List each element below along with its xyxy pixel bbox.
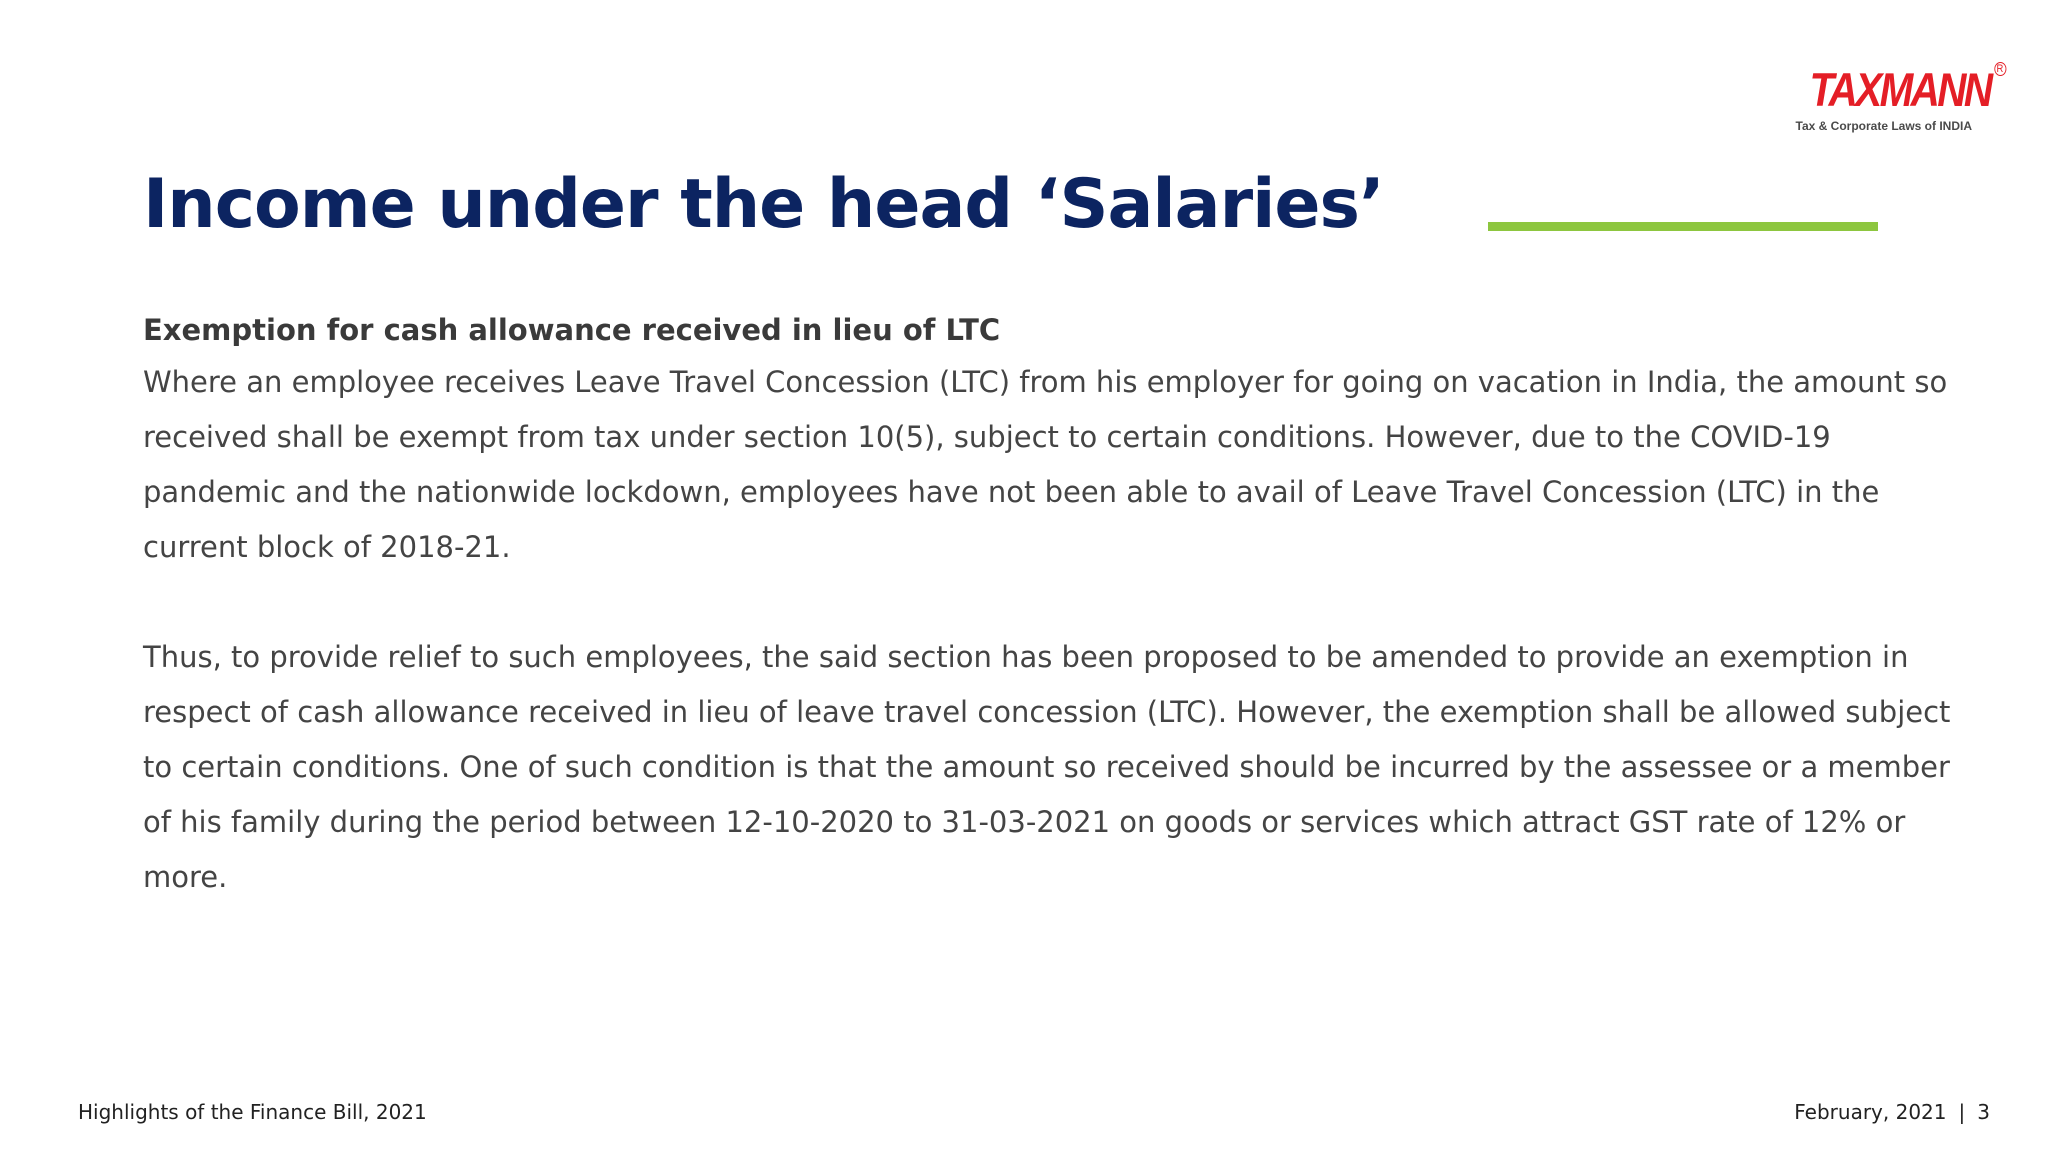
footer-document-title: Highlights of the Finance Bill, 2021	[78, 1100, 427, 1124]
registered-mark-icon: R	[1993, 62, 2005, 76]
page-number: 3	[1977, 1100, 1990, 1124]
logo-tagline: Tax & Corporate Laws of INDIA	[1795, 119, 1972, 133]
section-subheading: Exemption for cash allowance received in lieu of LTC	[143, 313, 1001, 347]
footer-date: February, 2021	[1794, 1100, 1947, 1124]
logo-wordmark	[1808, 63, 2003, 116]
paragraph-2: Thus, to provide relief to such employees, the said section has been proposed to be amended to provide an exemption in respect of cash allowance received in lieu of leave travel concession (LTC). However, the exemption shall be allowed subject to certain conditions. One of such condition is that the amount so received should be incurred by the assessee or a member of his family during the period between 12-10-2020 to 31-03-2021 on goods or services which attract GST rate of 12% or more.	[143, 640, 1951, 894]
slide-title: Income under the head ‘Salaries’	[143, 165, 1384, 244]
paragraph-1: Where an employee receives Leave Travel Concession (LTC) from his employer for going on vacation in India, the amount so received shall be exempt from tax under section 10(5), subject to certain conditions. However, due to the COVID-19 pandemic and the nationwide lockdown, employees have not been able to avail of Leave Travel Concession (LTC) in the current block of 2018-21.	[143, 365, 1948, 564]
footer-meta	[1794, 1098, 1990, 1126]
logo-word-text: TAXMANN	[1808, 63, 1990, 116]
footer-separator: |	[1958, 1100, 1966, 1124]
slide-content	[143, 305, 1953, 905]
taxmann-logo	[1774, 63, 2003, 133]
title-row	[143, 160, 1888, 250]
title-accent-rule	[1488, 222, 1878, 231]
